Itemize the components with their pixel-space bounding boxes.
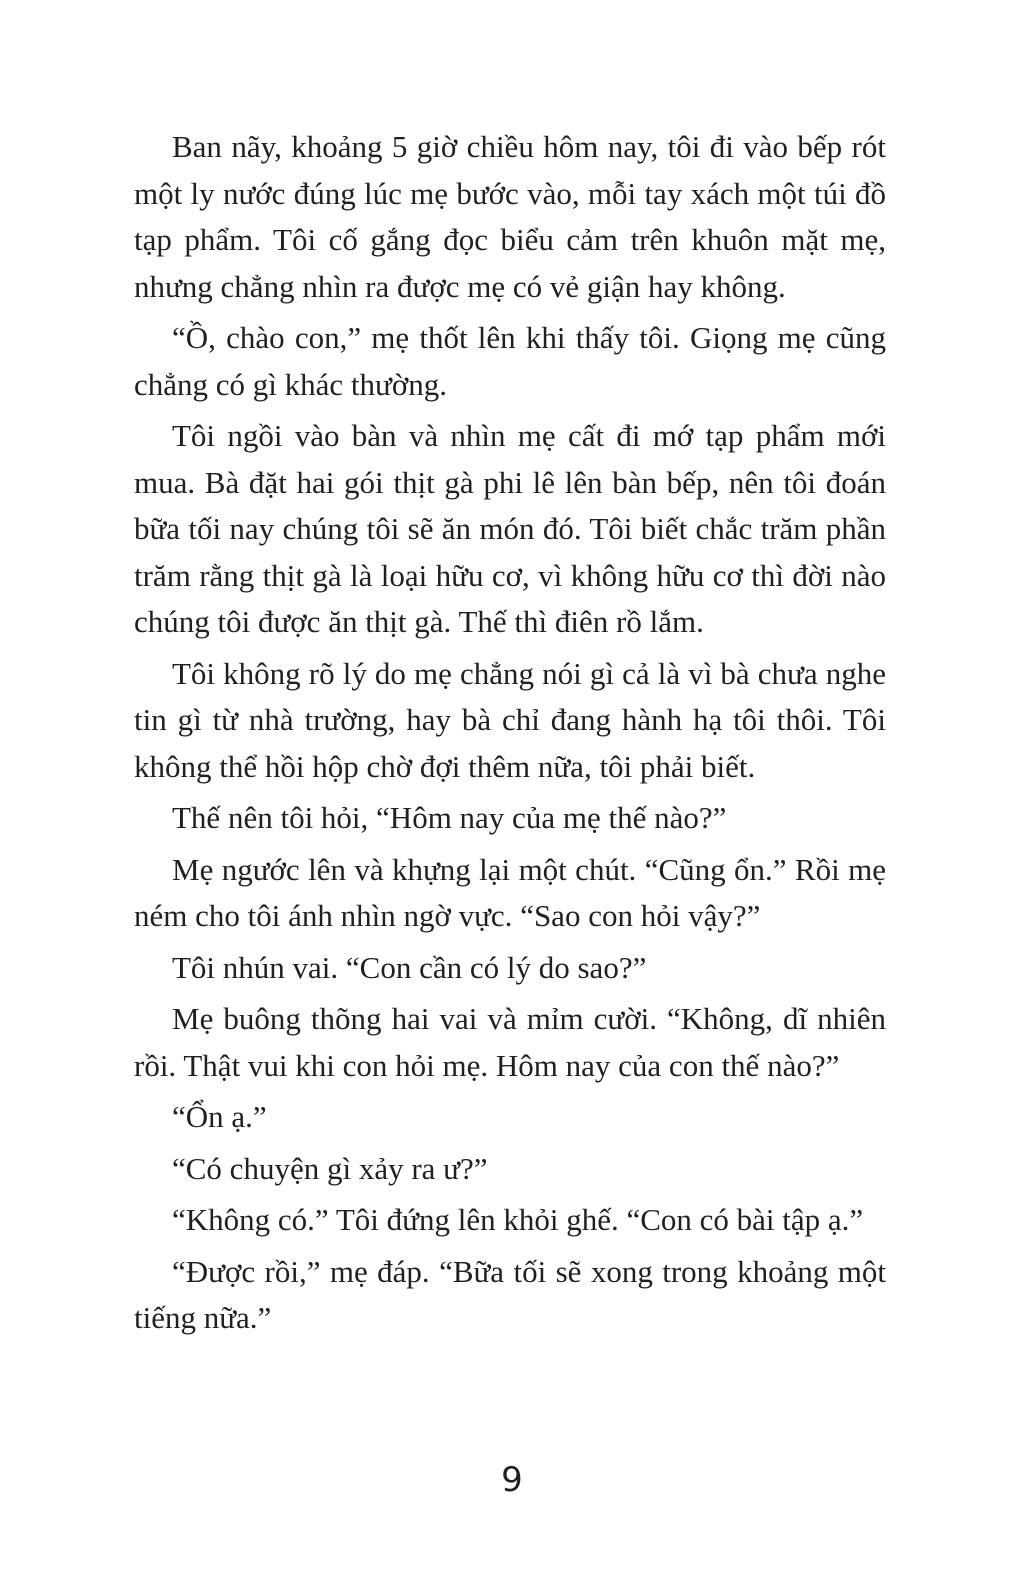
page-number: 9 [501, 1460, 523, 1500]
paragraph-6: Mẹ ngước lên và khựng lại một chút. “Cũng ổn.” Rồi mẹ ném cho tôi ánh nhìn ngờ vực. “Sao con hỏi vậy?” [134, 851, 886, 933]
paragraph-2: “Ồ, chào con,” mẹ thốt lên khi thấy tôi. Giọng mẹ cũng chẳng có gì khác thường. [134, 320, 886, 402]
paragraph-1: Ban nãy, khoảng 5 giờ chiều hôm nay, tôi đi vào bếp rót một ly nước đúng lúc mẹ bước vào, mỗi tay xách một túi đồ tạp phẩm. Tôi cố gắng đọc biểu cảm trên khuôn mặt mẹ, nhưng chẳng nhìn ra được mẹ có vẻ giận hay không. [134, 129, 886, 304]
paragraph-11: “Không có.” Tôi đứng lên khỏi ghế. “Con có bài tập ạ.” [172, 1202, 864, 1237]
paragraph-7: Tôi nhún vai. “Con cần có lý do sao?” [172, 949, 647, 985]
body-text [134, 124, 886, 1347]
paragraph-12: “Được rồi,” mẹ đáp. “Bữa tối sẽ xong trong khoảng một tiếng nữa.” [134, 1253, 886, 1335]
paragraph-4: Tôi không rõ lý do mẹ chẳng nói gì cả là vì bà chưa nghe tin gì từ nhà trường, hay bà chỉ đang hành hạ tôi thôi. Tôi không thể hồi hộp chờ đợi thêm nữa, tôi phải biết. [134, 655, 886, 784]
paragraph-8: Mẹ buông thõng hai vai và mỉm cười. “Không, dĩ nhiên rồi. Thật vui khi con hỏi mẹ. Hôm nay của con thế nào?” [134, 1001, 886, 1083]
paragraph-10: “Có chuyện gì xảy ra ư?” [172, 1150, 488, 1186]
paragraph-5: Thế nên tôi hỏi, “Hôm nay của mẹ thế nào?” [172, 800, 727, 835]
paragraph-9: “Ổn ạ.” [172, 1099, 267, 1134]
paragraph-3: Tôi ngồi vào bàn và nhìn mẹ cất đi mớ tạp phẩm mới mua. Bà đặt hai gói thịt gà phi lê lên bàn bếp, nên tôi đoán bữa tối nay chúng tôi sẽ ăn món đó. Tôi biết chắc trăm phần trăm rằng thịt gà là loại hữu cơ, vì không hữu cơ thì đời nào chúng tôi được ăn thịt gà. Thế thì điên rồ lắm. [134, 418, 886, 639]
